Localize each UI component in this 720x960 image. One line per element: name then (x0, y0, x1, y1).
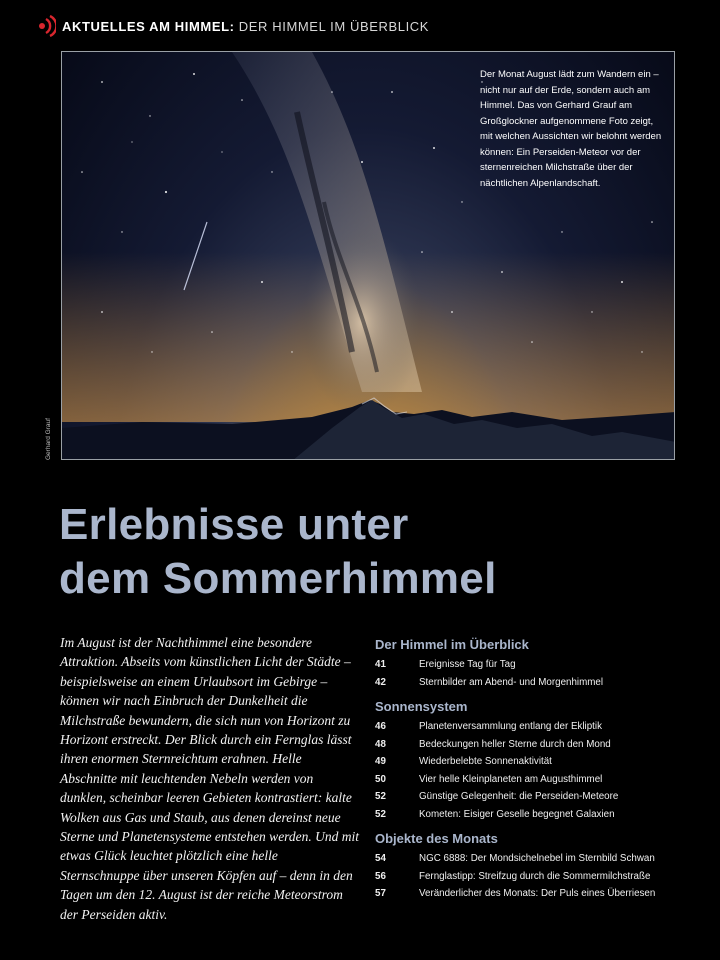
toc-heading: Sonnensystem (375, 699, 468, 714)
toc-entry[interactable] (375, 718, 695, 736)
toc-page-number: 50 (375, 773, 386, 785)
page-header (38, 12, 429, 40)
toc-entry-title: NGC 6888: Der Mondsichelnebel im Sternbild Schwan (419, 853, 655, 864)
toc-entry[interactable] (375, 885, 695, 903)
toc-entry-title: Wiederbelebte Sonnenaktivität (419, 756, 552, 767)
toc-heading: Objekte des Monats (375, 831, 498, 846)
photo-caption: Der Monat August lädt zum Wandern ein – nicht nur auf der Erde, sondern auch am Himmel. Das von Gerhard Grauf am Großglockner aufgenommene Foto zeigt, mit welchen Aussichten wir belohnt werden können: Ein Perseiden-Meteor vor der sternenreichen Milchstraße über der nächtlichen Alpenlandschaft. (480, 69, 662, 189)
article-intro: Im August ist der Nachthimmel eine besondere Attraktion. Abseits vom künstlichen Licht der Städte – beispielsweise an einem Urlaubsort im Gebirge – können wir nach Einbruch der Dunkelheit die Milchstraße bewundern, die sich nun von Horizont zu Horizont erstreckt. Der Blick durch ein Fernglas lässt ihren enormen Sternreichtum erahnen. Helle Abschnitte mit leuchtenden Nebeln werden von dunklen, scheinbar leeren Gebieten kontrastiert: kalte Wolken aus Gas und Staub, aus denen dereinst neue Sterne und Planetensysteme entstehen werden. Und mit etwas Glück leuchtet plötzlich eine helle Sternschnuppe über unseren Köpfen auf – denn in den Tagen um den 12. August ist der reiche Meteorstrom der Perseiden aktiv. (60, 635, 360, 922)
toc-page-number: 56 (375, 870, 386, 882)
title-line-2: dem Sommerhimmel (59, 554, 497, 603)
toc-page-number: 54 (375, 853, 386, 864)
article-title (59, 498, 699, 606)
toc-entry[interactable] (375, 753, 695, 771)
toc-entry[interactable] (375, 788, 695, 806)
toc-entry-title: Fernglastipp: Streifzug durch die Sommermilchstraße (419, 870, 651, 882)
toc-page-number: 41 (375, 659, 386, 670)
toc-entry[interactable] (375, 736, 695, 754)
toc-page-number: 42 (375, 676, 386, 688)
toc-entry-title: Vier helle Kleinplaneten am Augusthimmel (419, 773, 603, 785)
toc-entry-title: Veränderlicher des Monats: Der Puls eines Überriesen (419, 888, 656, 899)
section-name: AKTUELLES AM HIMMEL: (62, 18, 235, 34)
title-line-1: Erlebnisse unter (59, 500, 409, 549)
toc-page-number: 46 (375, 721, 386, 732)
toc-entry[interactable] (375, 674, 695, 692)
toc-section (375, 698, 695, 823)
table-of-contents (375, 636, 695, 910)
section-kicker (62, 19, 429, 34)
toc-entry[interactable] (375, 806, 695, 824)
toc-entry-title: Ereignisse Tag für Tag (419, 659, 516, 670)
toc-entry-title: Sternbilder am Abend- und Morgenhimmel (419, 676, 604, 688)
toc-page-number: 57 (375, 888, 386, 899)
toc-entry[interactable] (375, 850, 695, 868)
toc-entry-title: Kometen: Eisiger Geselle begegnet Galaxien (419, 808, 615, 820)
toc-page-number: 49 (375, 756, 386, 767)
toc-heading: Der Himmel im Überblick (375, 637, 529, 652)
toc-section (375, 636, 695, 691)
toc-entry[interactable] (375, 656, 695, 674)
toc-entry[interactable] (375, 771, 695, 789)
toc-page-number: 48 (375, 738, 386, 750)
toc-entry[interactable] (375, 868, 695, 886)
toc-page-number: 52 (375, 791, 386, 802)
magazine-logo-icon (38, 15, 56, 37)
subsection-name: DER HIMMEL IM ÜBERBLICK (238, 18, 430, 34)
toc-entry-title: Planetenversammlung entlang der Ekliptik (419, 721, 602, 732)
toc-page-number: 52 (375, 808, 386, 820)
toc-entry-title: Bedeckungen heller Sterne durch den Mond (419, 738, 611, 750)
toc-section (375, 830, 695, 903)
toc-entry-title: Günstige Gelegenheit: die Perseiden-Meteore (419, 791, 619, 802)
photo-credit: Gerhard Grauf (45, 418, 52, 460)
